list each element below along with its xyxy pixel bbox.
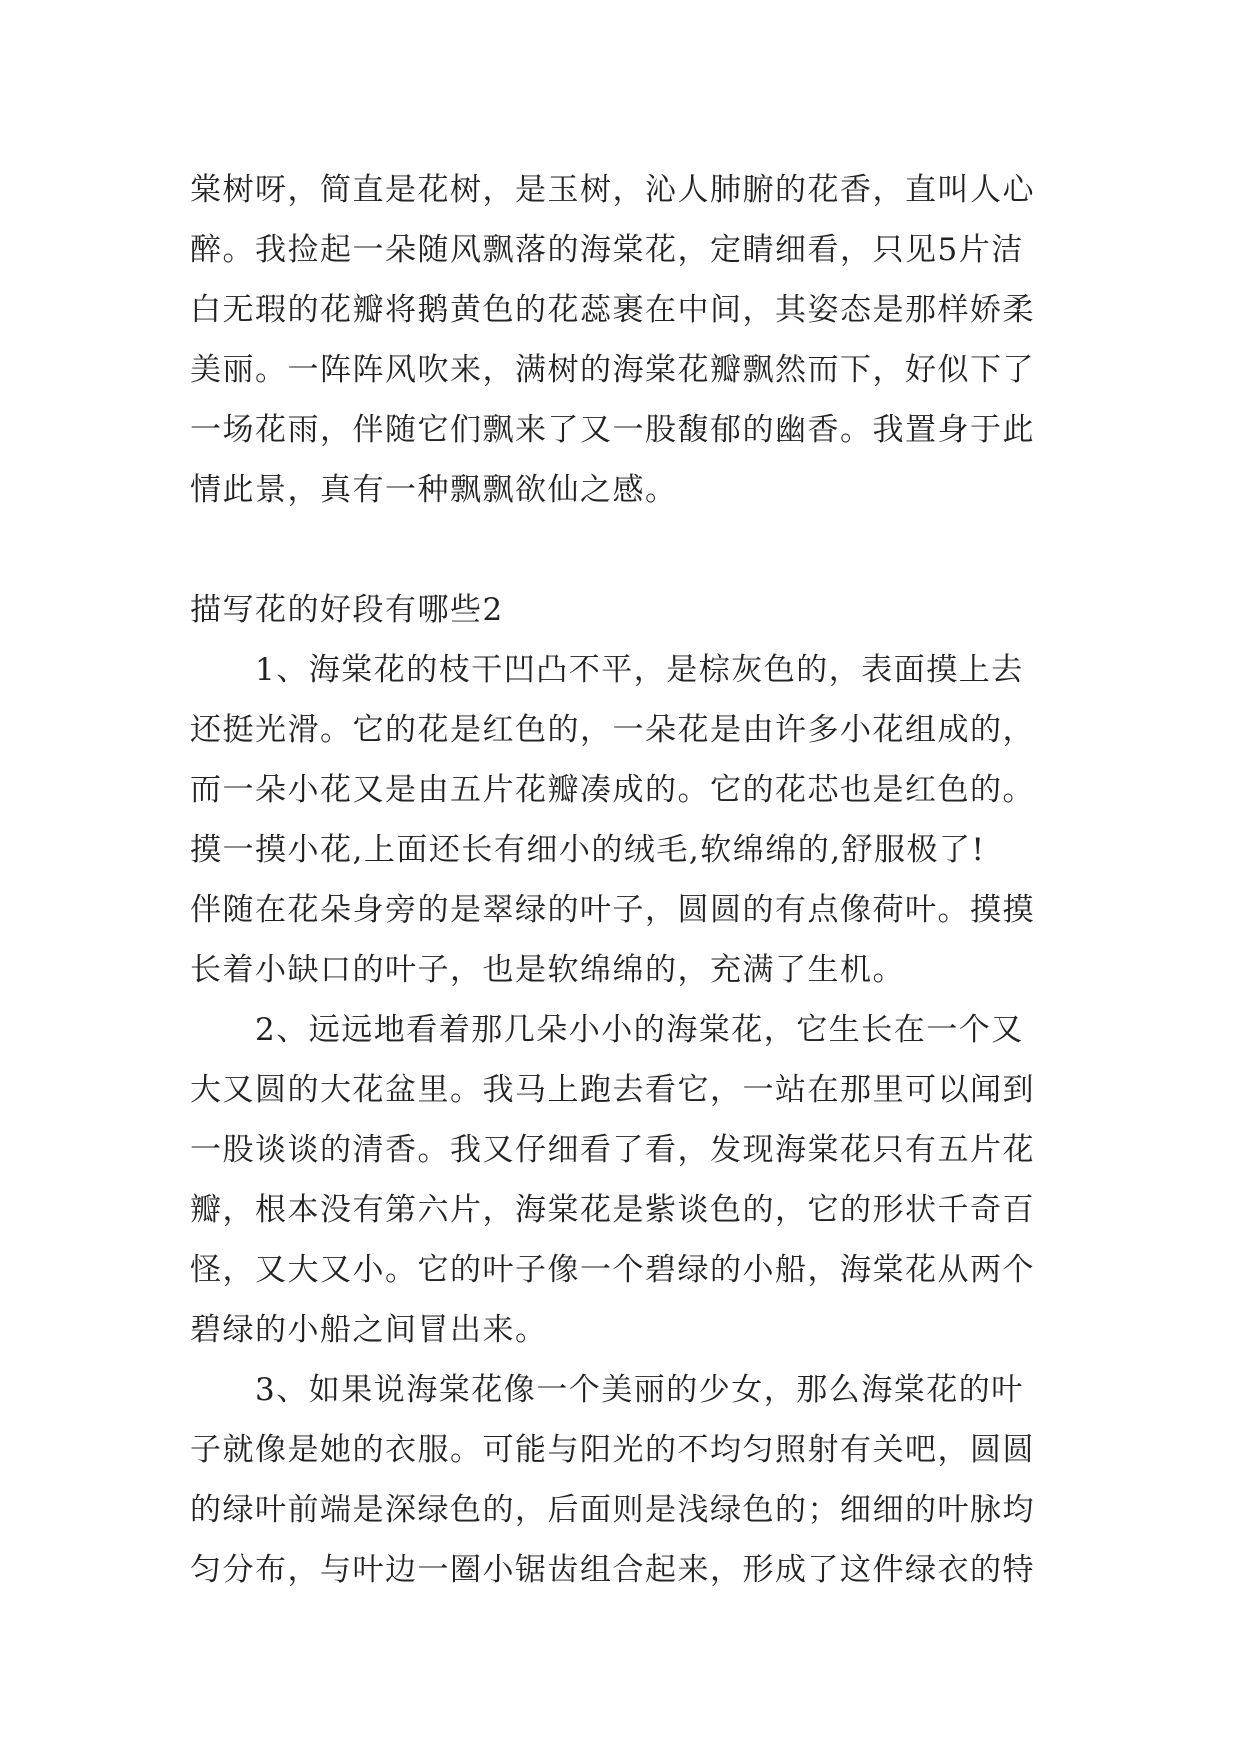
text-line: 3、如果说海棠花像一个美丽的少女，那么海棠花的叶 <box>190 1372 1024 1408</box>
text-line: 长着小缺口的叶子，也是软绵绵的，充满了生机。 <box>190 952 905 988</box>
paragraph-1 <box>190 640 1070 1000</box>
text-line: 匀分布，与叶边一圈小锯齿组合起来，形成了这件绿衣的特 <box>190 1552 1035 1588</box>
text-line: 一股谈谈的清香。我又仔细看了看，发现海棠花只有五片花 <box>190 1132 1035 1168</box>
paragraph-2 <box>190 1000 1070 1360</box>
text-line: 而一朵小花又是由五片花瓣凑成的。它的花芯也是红色的。 <box>190 772 1035 808</box>
section-heading: 描写花的好段有哪些2 <box>190 592 504 628</box>
text-line: 大又圆的大花盆里。我马上跑去看它，一站在那里可以闻到 <box>190 1072 1035 1108</box>
intro-paragraph <box>190 160 1070 520</box>
text-line: 棠树呀，简直是花树，是玉树，沁人肺腑的花香，直叫人心 <box>190 172 1035 208</box>
text-line: 碧绿的小船之间冒出来。 <box>190 1312 548 1348</box>
text-line: 情此景，真有一种飘飘欲仙之感。 <box>190 472 678 508</box>
text-line: 还挺光滑。它的花是红色的，一朵花是由许多小花组成的， <box>190 712 1035 748</box>
text-line: 美丽。一阵阵风吹来，满树的海棠花瓣飘然而下，好似下了 <box>190 352 1035 388</box>
text-line: 瓣，根本没有第六片，海棠花是紫谈色的，它的形状千奇百 <box>190 1192 1035 1228</box>
text-line: 子就像是她的衣服。可能与阳光的不均匀照射有关吧，圆圆 <box>190 1432 1035 1468</box>
text-line: 的绿叶前端是深绿色的，后面则是浅绿色的；细细的叶脉均 <box>190 1492 1035 1528</box>
text-line: 一场花雨，伴随它们飘来了又一股馥郁的幽香。我置身于此 <box>190 412 1035 448</box>
document-content <box>190 160 1070 1600</box>
text-line: 2、远远地看着那几朵小小的海棠花，它生长在一个又 <box>190 1012 1024 1048</box>
text-line: 醉。我捡起一朵随风飘落的海棠花，定睛细看，只见5片洁 <box>190 232 1024 268</box>
text-line: 怪，又大又小。它的叶子像一个碧绿的小船，海棠花从两个 <box>190 1252 1035 1288</box>
text-line: 1、海棠花的枝干凹凸不平，是棕灰色的，表面摸上去 <box>190 652 1024 688</box>
paragraph-3 <box>190 1360 1070 1600</box>
text-line: 伴随在花朵身旁的是翠绿的叶子，圆圆的有点像荷叶。摸摸 <box>190 892 1035 928</box>
text-line: 白无瑕的花瓣将鹅黄色的花蕊裹在中间，其姿态是那样娇柔 <box>190 292 1035 328</box>
blank-line <box>190 520 1070 580</box>
text-line: 摸一摸小花,上面还长有细小的绒毛,软绵绵的,舒服极了! <box>190 832 986 868</box>
